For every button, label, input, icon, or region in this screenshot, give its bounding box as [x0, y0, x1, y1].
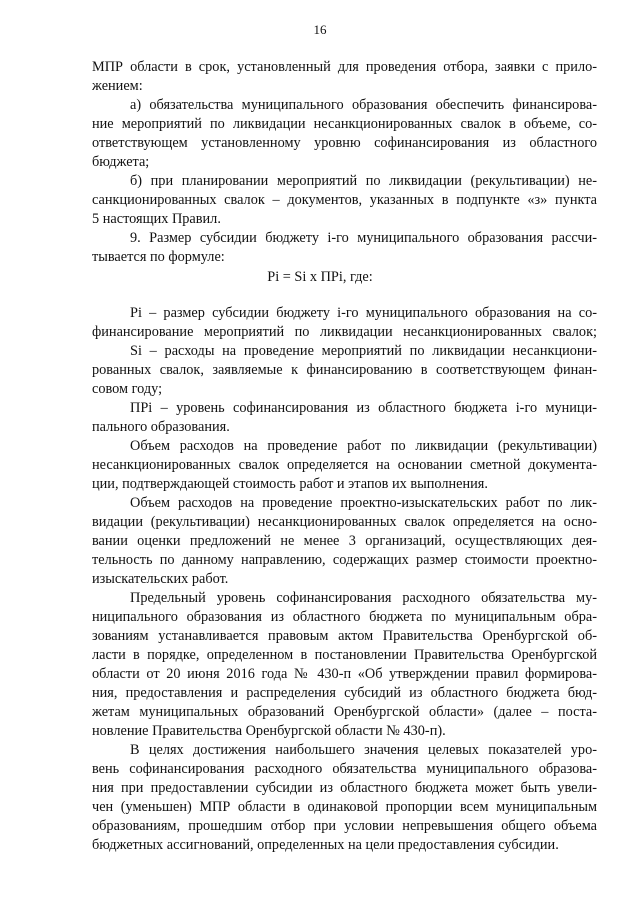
text-line: ции, подтверждающей стоимость работ и этапов их выполнения. [92, 476, 488, 492]
text-line: вень софинансирования расходного обязательства муниципального образова- [92, 761, 597, 777]
text-line: пального образования. [92, 419, 230, 435]
text-line: жением: [92, 78, 143, 94]
text-line: Объем расходов на проведение проектно-изыскательских работ по лик- [130, 495, 597, 511]
text-line: ние мероприятий по ликвидации несанкционированных свалок в объеме, со- [92, 116, 597, 132]
text-line: изыскательских работ. [92, 571, 229, 587]
text-line: ниципального образования из областного бюджета по муниципальным обра- [92, 609, 597, 625]
text-line: новление Правительства Оренбургской области № 430-п). [92, 723, 446, 739]
text-line: Pi – размер субсидии бюджету i-го муниципального образования на со- [130, 305, 597, 321]
text-line: Si – расходы на проведение мероприятий по ликвидации несанкциони- [130, 343, 597, 359]
text-line: Объем расходов на проведение работ по ликвидации (рекультивации) [130, 438, 597, 454]
text-line: ответствующем установленному уровню софинансирования из областного [92, 135, 597, 151]
text-line: финансирование мероприятий по ликвидации несанкционированных свалок; [92, 324, 597, 340]
text-line: бюджета; [92, 154, 150, 170]
text-line: В целях достижения наибольшего значения целевых показателей уро- [130, 742, 597, 758]
page-number: 16 [313, 22, 327, 37]
text-line: совом году; [92, 381, 163, 397]
text-line: а) обязательства муниципального образования обеспечить финансирова- [130, 97, 597, 113]
text-line: несанкционированных свалок определяется на основании сметной документа- [92, 457, 597, 473]
text-line: видации (рекультивации) несанкционированных свалок определяется на осно- [92, 514, 597, 530]
text-line: 5 настоящих Правил. [92, 211, 221, 227]
text-line: тывается по формуле: [92, 249, 225, 265]
text-line: тельность по данному направлению, содержащих размер стоимости проектно- [92, 552, 597, 568]
text-line: 9. Размер субсидии бюджету i-го муниципального образования рассчи- [130, 230, 597, 246]
text-line: бюджетных ассигнований, определенных на цели предоставления субсидии. [92, 837, 559, 853]
text-line: ПРi – уровень софинансирования из областного бюджета i-го муници- [130, 400, 597, 416]
text-line: Предельный уровень софинансирования расходного обязательства му- [130, 590, 597, 606]
text-line: санкционированных свалок – документов, указанных в подпункте «з» пункта [92, 192, 597, 208]
text-line: рованных свалок, заявляемые к финансированию в соответствующем финан- [92, 362, 597, 378]
formula: Pi = Si x ПРi, где: [267, 269, 373, 285]
text-line: зованиям устанавливается правовым актом Правительства Оренбургской об- [92, 628, 597, 644]
text-line: МПР области в срок, установленный для проведения отбора, заявки с прило- [92, 59, 597, 75]
text-line: ния при предоставлении субсидии из областного бюджета может быть увели- [92, 780, 597, 796]
text-line: вании оценки предложений не менее 3 организаций, осуществляющих дея- [92, 533, 597, 549]
text-line: образованиям, прошедшим отбор при условии непревышения общего объема [92, 818, 597, 834]
text-line: жетам муниципальных образований Оренбургской области» (далее – поста- [92, 704, 597, 720]
text-line: чен (уменьшен) МПР области в одинаковой пропорции всем муниципальным [92, 799, 597, 815]
text-line: ния, предоставления и распределения субсидий из областного бюджета бюд- [92, 685, 597, 701]
text-line: области от 20 июня 2016 года № 430-п «Об утверждении правил формирова- [92, 666, 597, 682]
text-line: ласти в порядке, определенном в постановлении Правительства Оренбургской [92, 647, 597, 663]
text-line: б) при планировании мероприятий по ликвидации (рекультивации) не- [130, 173, 597, 189]
